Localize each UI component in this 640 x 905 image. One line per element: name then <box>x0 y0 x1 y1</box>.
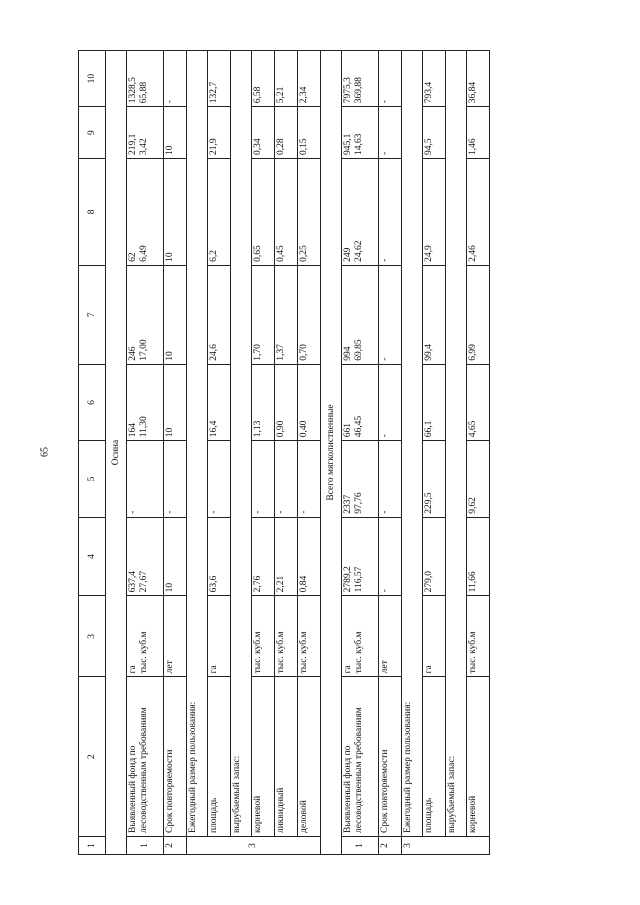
value-cell: 7975,3 369,88 <box>342 51 379 107</box>
value-cell: 0,15 <box>298 107 321 159</box>
unit-cell: лет <box>164 596 187 677</box>
unit-cell: лет <box>379 596 402 677</box>
header-cell: 9 <box>79 107 106 159</box>
value-cell: - <box>379 265 402 364</box>
value-cell: 1328,5 65,88 <box>127 51 164 107</box>
value-cell: 10 <box>164 364 187 440</box>
value-cell: - <box>298 441 321 517</box>
header-cell: 8 <box>79 159 106 266</box>
value-cell: 94,5 <box>423 107 446 159</box>
value-cell: 132,7 <box>208 51 231 107</box>
value-cell: 2,34 <box>298 51 321 107</box>
unit-cell: тыс. куб.м <box>252 596 275 677</box>
table-row <box>208 51 231 855</box>
value-cell: 99,4 <box>423 265 446 364</box>
row-number: 2 <box>164 837 187 855</box>
row-label: Выявленный фонд по лесоводственным требованиям <box>127 677 164 837</box>
section-title-row <box>321 51 342 855</box>
value-cell: - <box>379 51 402 107</box>
table-row <box>423 51 446 855</box>
table-row <box>446 51 467 855</box>
row-label: площадь <box>208 677 231 837</box>
table-row <box>187 51 208 855</box>
header-cell: 1 <box>79 837 106 855</box>
table-row <box>298 51 321 855</box>
value-cell: 661 46,45 <box>342 364 379 440</box>
section-title-row <box>106 51 127 855</box>
header-cell: 2 <box>79 677 106 837</box>
table-row <box>342 51 379 855</box>
row-number: 1 <box>127 837 164 855</box>
value-cell: 6,2 <box>208 159 231 266</box>
table-row <box>127 51 164 855</box>
rotated-table-container <box>78 50 606 855</box>
value-cell: 2,21 <box>275 517 298 596</box>
value-cell: 945,1 14,63 <box>342 107 379 159</box>
value-cell: 9,62 <box>467 441 490 517</box>
value-cell: 24,9 <box>423 159 446 266</box>
value-cell: 62 6,49 <box>127 159 164 266</box>
value-cell: 11,66 <box>467 517 490 596</box>
row-label: Срок повторяемости <box>379 677 402 837</box>
value-cell: 1,37 <box>275 265 298 364</box>
unit-cell: га <box>423 596 446 677</box>
header-row <box>79 51 106 855</box>
header-cell: 10 <box>79 51 106 107</box>
value-cell: 0,28 <box>275 107 298 159</box>
value-cell: 249 24,62 <box>342 159 379 266</box>
row-number: 2 <box>379 837 402 855</box>
row-label: Выявленный фонд по лесоводственным требованиям <box>342 677 379 837</box>
value-cell: 229,5 <box>423 441 446 517</box>
row-label: ликвидный <box>275 677 298 837</box>
value-cell: 994 69,85 <box>342 265 379 364</box>
row-number: 1 <box>342 837 379 855</box>
row-label: корневой <box>252 677 275 837</box>
row-label: Срок повторяемости <box>164 677 187 837</box>
page-number: 65 <box>39 447 51 457</box>
value-cell: 246 17,00 <box>127 265 164 364</box>
value-cell: 0,40 <box>298 364 321 440</box>
table-row <box>467 51 490 855</box>
value-cell: - <box>127 441 164 517</box>
value-cell: 63,6 <box>208 517 231 596</box>
value-cell: 2789,2 116,57 <box>342 517 379 596</box>
value-cell: 4,65 <box>467 364 490 440</box>
unit-cell: тыс. куб.м <box>275 596 298 677</box>
value-cell: 2,46 <box>467 159 490 266</box>
value-cell: 10 <box>164 159 187 266</box>
value-cell: 24,6 <box>208 265 231 364</box>
value-cell: 0,70 <box>298 265 321 364</box>
value-cell: 1,46 <box>467 107 490 159</box>
unit-cell: га тыс. куб.м <box>342 596 379 677</box>
value-cell: 637,4 27,67 <box>127 517 164 596</box>
value-cell: - <box>164 51 187 107</box>
value-cell: 1,70 <box>252 265 275 364</box>
table-row <box>275 51 298 855</box>
value-cell: 0,65 <box>252 159 275 266</box>
table-row <box>164 51 187 855</box>
value-cell: 5,21 <box>275 51 298 107</box>
value-cell: 1,13 <box>252 364 275 440</box>
header-cell: 3 <box>79 596 106 677</box>
row-label: Ежегодный размер пользования: <box>402 51 423 837</box>
table-row <box>402 51 423 855</box>
value-cell: - <box>252 441 275 517</box>
value-cell: 10 <box>164 517 187 596</box>
value-cell: 6,99 <box>467 265 490 364</box>
unit-cell: га тыс. куб.м <box>127 596 164 677</box>
value-cell: 6,58 <box>252 51 275 107</box>
value-cell: 36,84 <box>467 51 490 107</box>
value-cell: 0,34 <box>252 107 275 159</box>
value-cell: 279,0 <box>423 517 446 596</box>
value-cell: 10 <box>164 265 187 364</box>
forest-use-table <box>78 50 490 855</box>
value-cell: - <box>379 441 402 517</box>
value-cell: 0,84 <box>298 517 321 596</box>
unit-cell: тыс. куб.м <box>298 596 321 677</box>
unit-cell: га <box>208 596 231 677</box>
header-cell: 5 <box>79 441 106 517</box>
row-label: Ежегодный размер пользования: <box>187 51 208 837</box>
value-cell: - <box>379 107 402 159</box>
value-cell: - <box>379 159 402 266</box>
table-row <box>379 51 402 855</box>
header-cell: 4 <box>79 517 106 596</box>
row-number: 3 <box>402 837 490 855</box>
table-row <box>252 51 275 855</box>
value-cell: 219,1 3,42 <box>127 107 164 159</box>
section-title: Всего мягколиственные <box>321 51 342 855</box>
value-cell: - <box>379 517 402 596</box>
value-cell: 0,90 <box>275 364 298 440</box>
value-cell: 164 11,30 <box>127 364 164 440</box>
value-cell: 21,9 <box>208 107 231 159</box>
row-label: площадь <box>423 677 446 837</box>
table-row <box>231 51 252 855</box>
value-cell: 16,4 <box>208 364 231 440</box>
value-cell: 793,4 <box>423 51 446 107</box>
value-cell: - <box>379 364 402 440</box>
row-label: деловой <box>298 677 321 837</box>
header-cell: 6 <box>79 364 106 440</box>
row-label: вырубаемый запас: <box>446 51 467 837</box>
section-title: Осина <box>106 51 127 855</box>
header-cell: 7 <box>79 265 106 364</box>
value-cell: 10 <box>164 107 187 159</box>
value-cell: - <box>164 441 187 517</box>
row-number: 3 <box>187 837 321 855</box>
value-cell: 2,76 <box>252 517 275 596</box>
row-label: корневой <box>467 677 490 837</box>
value-cell: 66,1 <box>423 364 446 440</box>
value-cell: 0,45 <box>275 159 298 266</box>
value-cell: - <box>275 441 298 517</box>
value-cell: - <box>208 441 231 517</box>
value-cell: 0,25 <box>298 159 321 266</box>
value-cell: 2337 97,76 <box>342 441 379 517</box>
row-label: вырубаемый запас: <box>231 51 252 837</box>
unit-cell: тыс. куб.м <box>467 596 490 677</box>
